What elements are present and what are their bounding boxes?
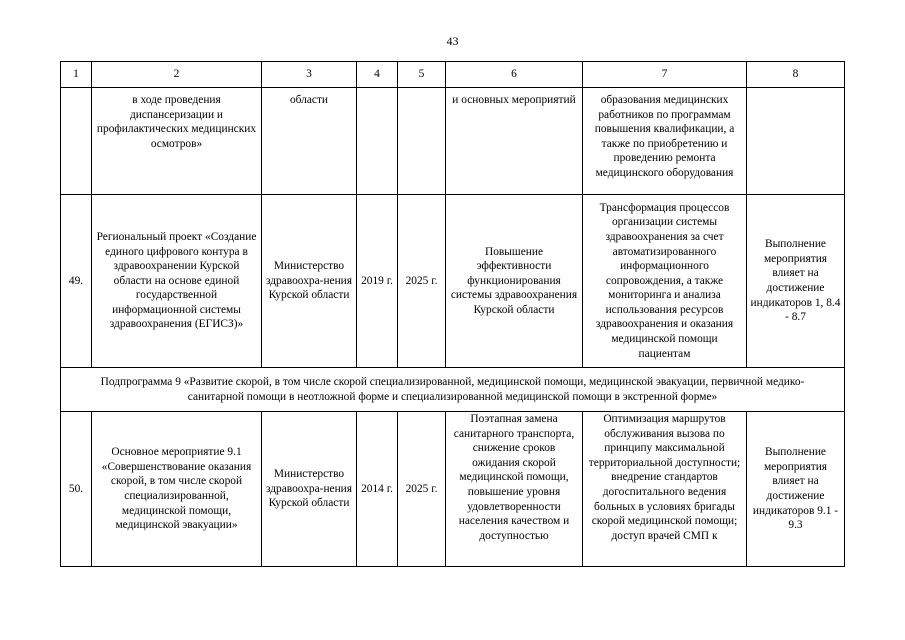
page-number: 43 — [446, 34, 459, 48]
cell-indicator-link: Выполнение мероприятия влияет на достижение индикаторов 9.1 - 9.3 — [747, 412, 845, 567]
cell-end-year: 2025 г. — [398, 412, 446, 567]
cell-start-year — [357, 88, 398, 195]
column-number-7: 7 — [583, 62, 747, 88]
subprogram-heading-line-1: Подпрограмма 9 «Развитие скорой, в том числе скорой специализированной, медицинской помощи, медицинской эвакуации, первичной медико- — [100, 375, 805, 388]
cell-indicator-link: Выполнение мероприятия влияет на достижение индикаторов 1, 8.4 - 8.7 — [747, 195, 845, 368]
cell-indicator-link — [747, 88, 845, 195]
cell-measure-name: Основное мероприятие 9.1 «Совершенствование оказания скорой, в том числе скорой специализированной, медицинской помощи, медицинской эвакуации» — [92, 412, 262, 567]
column-number-8: 8 — [747, 62, 845, 88]
column-number-row — [61, 62, 845, 88]
table-row-49 — [61, 195, 845, 368]
cell-executor: области — [262, 88, 357, 195]
column-number-5: 5 — [398, 62, 446, 88]
column-number-1: 1 — [61, 62, 92, 88]
table-row-50 — [61, 412, 845, 567]
column-number-4: 4 — [357, 62, 398, 88]
cell-end-year: 2025 г. — [398, 195, 446, 368]
cell-number: 49. — [61, 195, 92, 368]
cell-measure-name: в ходе проведения диспансеризации и профилактических медицинских осмотров» — [92, 88, 262, 195]
column-number-3: 3 — [262, 62, 357, 88]
column-number-2: 2 — [92, 62, 262, 88]
cell-expected-result: Повышение эффективности функционирования системы здравоохранения Курской области — [446, 195, 583, 368]
continuation-row — [61, 88, 845, 195]
cell-measure-name: Региональный проект «Создание единого цифрового контура в здравоохранении Курской области на основе единой государственной информационной системы здравоохранения (ЕГИСЗ)» — [92, 195, 262, 368]
cell-start-year: 2019 г. — [357, 195, 398, 368]
cell-executor: Министерство здравоохра-нения Курской области — [262, 412, 357, 567]
cell-number: 50. — [61, 412, 92, 567]
cell-main-directions: образования медицинских работников по программам повышения квалификации, а также по приобретению и проведению ремонта медицинского оборудования — [583, 88, 747, 195]
cell-expected-result: и основных мероприятий — [446, 88, 583, 195]
cell-number — [61, 88, 92, 195]
cell-executor: Министерство здравоохра-нения Курской области — [262, 195, 357, 368]
subprogram-heading-row — [61, 368, 845, 412]
cell-start-year: 2014 г. — [357, 412, 398, 567]
cell-expected-result: Поэтапная замена санитарного транспорта, снижение сроков ожидания скорой медицинской помощи, повышение уровня удовлетворенности населения качеством и доступностью — [446, 412, 583, 567]
measures-table — [60, 61, 845, 567]
subprogram-heading-line-2: санитарной помощи в неотложной форме и специализированной медицинской помощи в экстренной форме» — [187, 390, 718, 403]
cell-main-directions: Трансформация процессов организации системы здравоохранения за счет автоматизированного информационного сопровождения, а также мониторинга и анализа использования ресурсов здравоохранения и оказания медицинской помощи пациентам — [583, 195, 747, 368]
cell-main-directions: Оптимизация маршрутов обслуживания вызова по принципу максимальной территориальной доступности; внедрение стандартов догоспитального ведения больных в условиях бригады скорой медицинской помощи; доступ врачей СМП к — [583, 412, 747, 567]
cell-end-year — [398, 88, 446, 195]
subprogram-heading — [61, 368, 845, 412]
column-number-6: 6 — [446, 62, 583, 88]
